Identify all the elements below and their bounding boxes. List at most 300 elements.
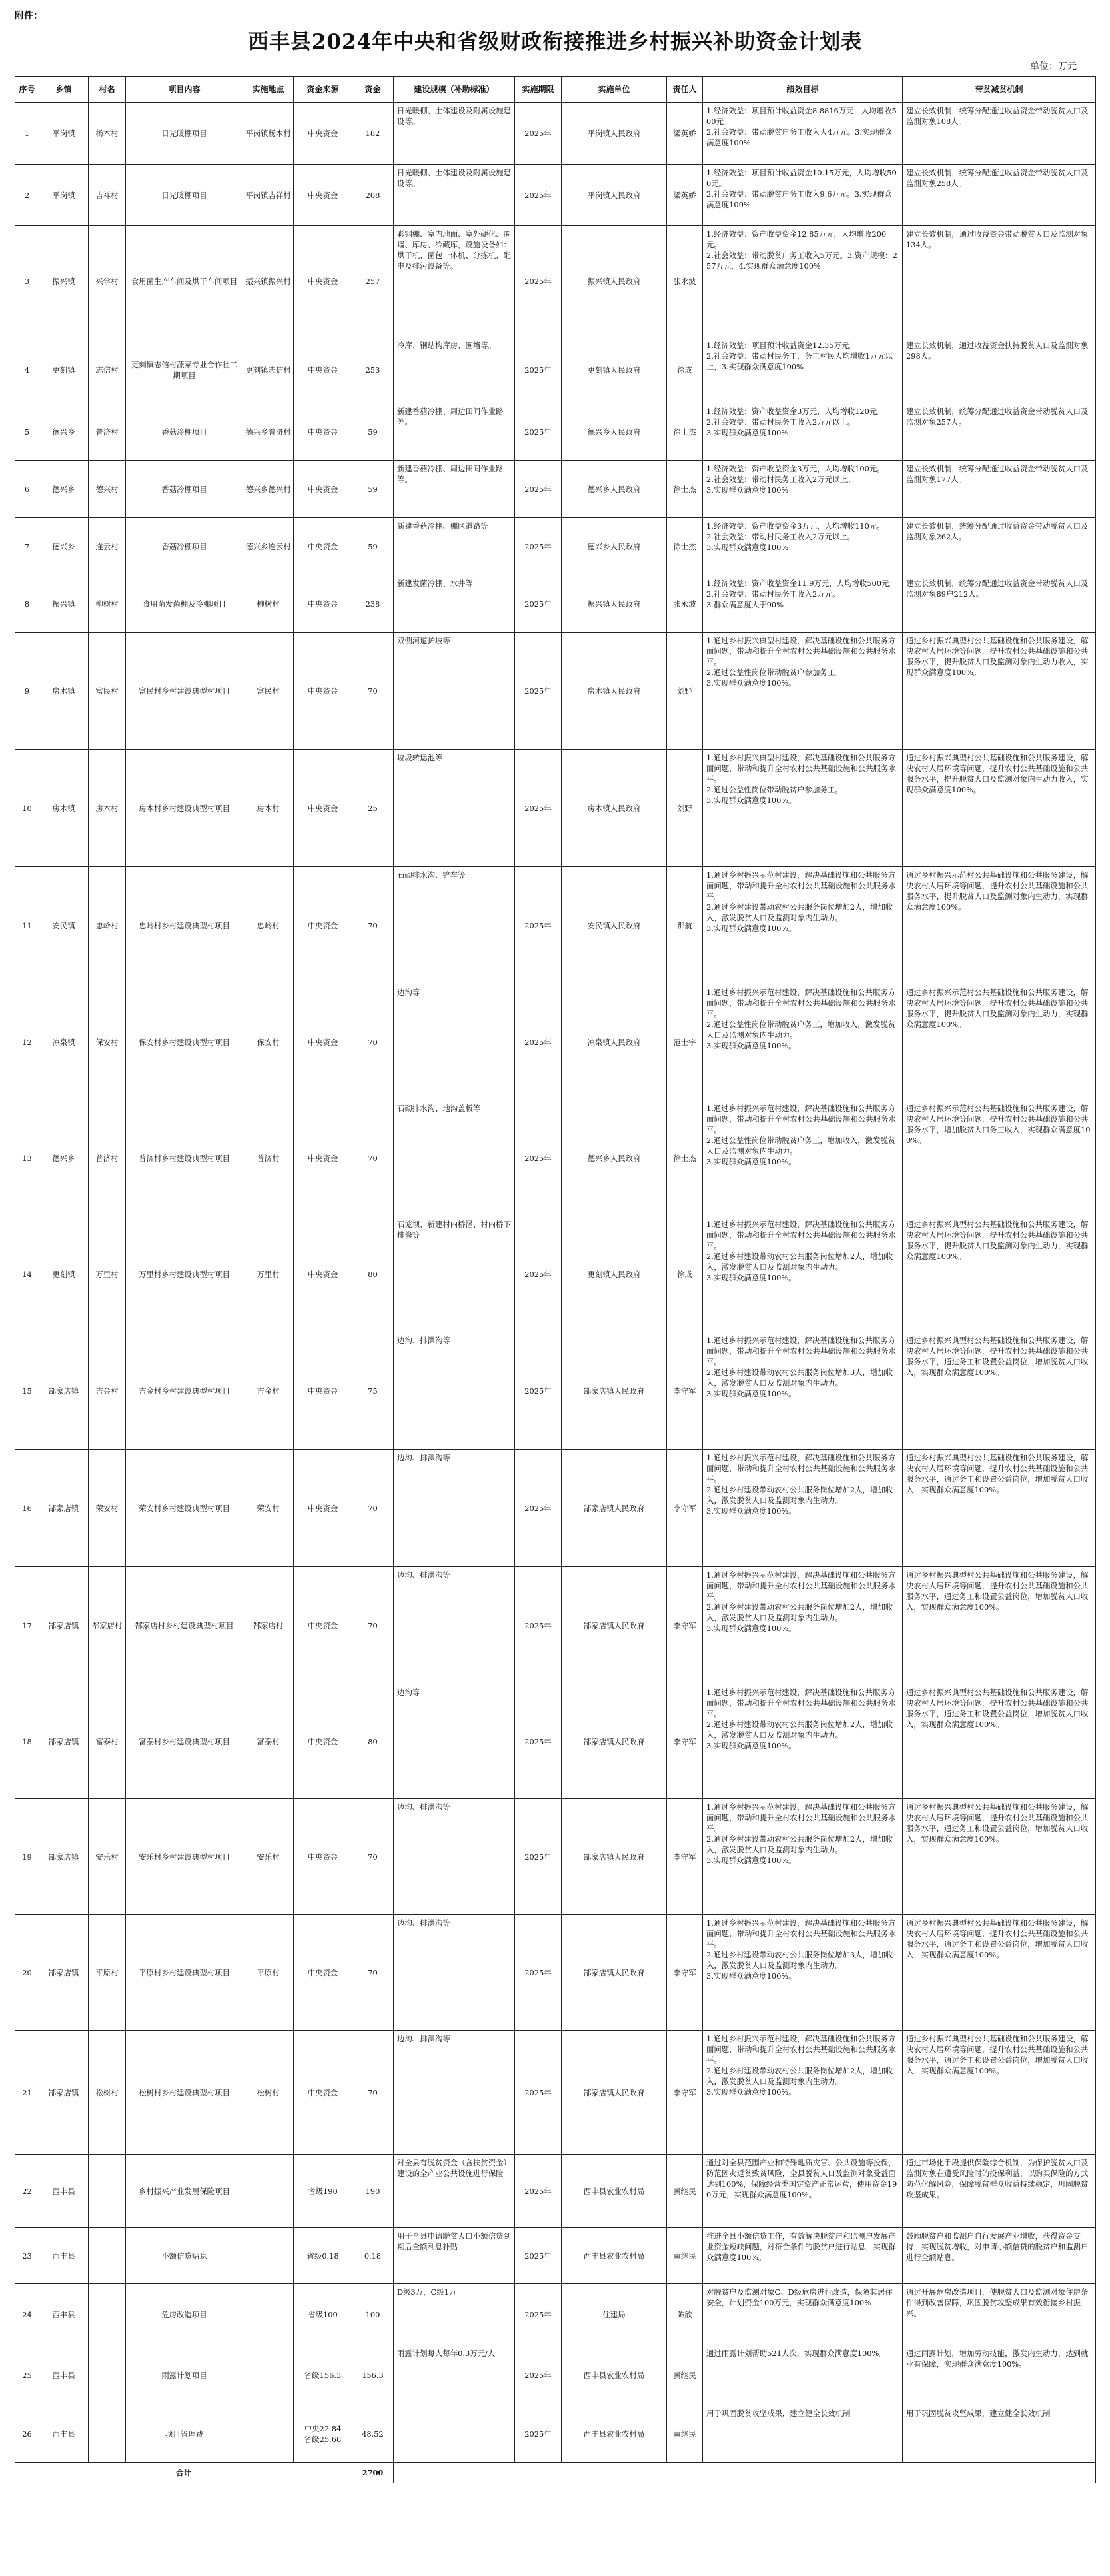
table-row	[15, 2284, 1096, 2345]
row-no: 21	[15, 2031, 39, 2155]
row-amount: 208	[352, 165, 394, 226]
row-period: 2025年	[515, 2031, 562, 2155]
table-row	[15, 1915, 1096, 2031]
row-period: 2025年	[515, 1799, 562, 1915]
row-goals: 1.通过乡村振兴示范村建设，解决基础设施和公共服务方面问题，带动和提升全村农村公共基础设施和公共服务水平。 2.通过公益性岗位带动脱贫户务工，增加收入，激发脱贫人口及监测对象内生动力。 3.实现群众满意度100%。	[703, 1100, 903, 1216]
col-header-scale: 建设规模（补助标准）	[394, 77, 515, 103]
row-village: 忠岭村	[89, 867, 126, 984]
row-no: 25	[15, 2345, 39, 2405]
table-row	[15, 337, 1096, 403]
col-header-source: 资金来源	[294, 77, 352, 103]
row-project: 郜家店村乡村建设典型村项目	[126, 1567, 243, 1684]
row-scale: 边沟等	[394, 984, 515, 1100]
table-row	[15, 403, 1096, 461]
row-project: 松树村乡村建设典型村项目	[126, 2031, 243, 2155]
row-project: 乡村振兴产业发展保险项目	[126, 2155, 243, 2228]
row-location	[243, 2284, 294, 2345]
row-town: 德兴乡	[39, 403, 89, 461]
row-amount: 70	[352, 633, 394, 750]
row-village: 郜家店村	[89, 1567, 126, 1684]
row-village	[89, 2284, 126, 2345]
row-village: 杨木村	[89, 103, 126, 165]
row-unit: 西丰县农业农村局	[562, 2228, 667, 2284]
table-body	[15, 103, 1096, 2463]
row-mechanism: 通过乡村振兴示范村公共基础设施和公共服务建设，解决农村人居环境等问题，提升农村公共基础设施和公共服务水平，增加脱贫人口务工收入，实现群众满意度100%。	[903, 1100, 1096, 1216]
row-person: 张永波	[667, 226, 703, 337]
row-scale: 垃圾转运池等	[394, 750, 515, 867]
row-mechanism: 建立长效机制，统筹分配通过收益资金带动脱贫人口及监测对象258人。	[903, 165, 1096, 226]
row-mechanism: 通过乡村振兴典型村公共基础设施和公共服务建设，解决农村人居环境等问题，提升农村公共基础设施和公共服务水平，提升脱贫人口及监测对象内生动力，实现群众满意度100%。	[903, 1216, 1096, 1332]
row-goals: 1.经济效益：资产收益资金3万元，人均增收100元。 2.社会效益：带动村民务工收入2万元以上。 3.实现群众满意度100%	[703, 461, 903, 518]
row-village	[89, 2228, 126, 2284]
table-row	[15, 1567, 1096, 1684]
row-location: 柳树村	[243, 575, 294, 633]
row-village: 荣安村	[89, 1450, 126, 1567]
row-village: 志信村	[89, 337, 126, 403]
row-location	[243, 2228, 294, 2284]
row-location: 平岗镇杨木村	[243, 103, 294, 165]
row-location: 松树村	[243, 2031, 294, 2155]
row-unit: 更刻镇人民政府	[562, 337, 667, 403]
row-mechanism: 通过乡村振兴典型村公共基础设施和公共服务建设，解决农村人居环境等问题，提升农村公共基础设施和公共服务水平，通过务工和设置公益岗位，增加脱贫人口收入，实现群众满意度100%。	[903, 1915, 1096, 2031]
table-row	[15, 2228, 1096, 2284]
row-scale: 石砌排水沟、地沟盖板等	[394, 1100, 515, 1216]
col-header-unit: 实施单位	[562, 77, 667, 103]
row-person: 梁英娇	[667, 103, 703, 165]
row-unit: 德兴乡人民政府	[562, 1100, 667, 1216]
row-location: 平原村	[243, 1915, 294, 2031]
row-period: 2025年	[515, 226, 562, 337]
row-goals: 1.通过乡村振兴典型村建设，解决基础设施和公共服务方面问题，带动和提升全村农村公共基础设施和公共服务水平。 2.通过公益性岗位带动脱贫户参加务工。 3.实现群众满意度100%。	[703, 633, 903, 750]
row-person: 那航	[667, 867, 703, 984]
row-unit: 平岗镇人民政府	[562, 165, 667, 226]
col-header-amount: 资金	[352, 77, 394, 103]
row-scale: 新建香菇冷棚、周边田间作业路等。	[394, 403, 515, 461]
row-scale: 雨露计划每人每年0.3万元/人	[394, 2345, 515, 2405]
row-period: 2025年	[515, 633, 562, 750]
row-town: 振兴镇	[39, 575, 89, 633]
row-town: 德兴乡	[39, 461, 89, 518]
table-row	[15, 867, 1096, 984]
row-village: 柳树村	[89, 575, 126, 633]
row-location: 安乐村	[243, 1799, 294, 1915]
row-source: 省级156.3	[294, 2345, 352, 2405]
row-scale: 边沟、排洪沟等	[394, 1915, 515, 2031]
col-header-town: 乡镇	[39, 77, 89, 103]
row-period: 2025年	[515, 165, 562, 226]
row-amount: 70	[352, 1799, 394, 1915]
row-goals: 用于巩固脱贫攻坚成果，建立健全长效机制	[703, 2405, 903, 2463]
row-source: 中央资金	[294, 403, 352, 461]
row-goals: 1.通过乡村振兴示范村建设，解决基础设施和公共服务方面问题，带动和提升全村农村公共基础设施和公共服务水平。 2.通过乡村建设带动农村公共服务岗位增加3人，增加收入，激发脱贫人口及监测对象内生动力。 3.实现群众满意度100%。	[703, 1915, 903, 2031]
row-goals: 推进全县小额信贷工作，有效解决脱贫户和监测户发展产业资金短缺问题，对符合条件的脱贫户进行贴息，实现群众满意度100%。	[703, 2228, 903, 2284]
row-project: 吉金村乡村建设典型村项目	[126, 1332, 243, 1450]
row-village: 吉祥村	[89, 165, 126, 226]
table-row	[15, 2345, 1096, 2405]
row-no: 4	[15, 337, 39, 403]
row-person: 徐士杰	[667, 1100, 703, 1216]
row-period: 2025年	[515, 103, 562, 165]
row-village: 富泰村	[89, 1684, 126, 1799]
row-no: 19	[15, 1799, 39, 1915]
row-scale: 边沟等	[394, 1684, 515, 1799]
row-person: 黄继民	[667, 2228, 703, 2284]
row-amount: 80	[352, 1216, 394, 1332]
row-person: 刘野	[667, 633, 703, 750]
row-period: 2025年	[515, 750, 562, 867]
row-town: 振兴镇	[39, 226, 89, 337]
row-no: 14	[15, 1216, 39, 1332]
row-mechanism: 通过开展危房改造项目，使脱贫人口及监测对象住房条件得到改善保障，巩固脱贫攻坚成果有效衔接乡村振兴。	[903, 2284, 1096, 2345]
row-village	[89, 2345, 126, 2405]
row-town: 郜家店镇	[39, 1915, 89, 2031]
row-unit: 房木镇人民政府	[562, 633, 667, 750]
row-source: 中央资金	[294, 575, 352, 633]
row-scale: 双侧河道护坡等	[394, 633, 515, 750]
row-no: 24	[15, 2284, 39, 2345]
row-unit: 郜家店镇人民政府	[562, 1332, 667, 1450]
table-row	[15, 165, 1096, 226]
row-town: 更刻镇	[39, 1216, 89, 1332]
row-mechanism: 通过乡村振兴典型村公共基础设施和公共服务建设，解决农村人居环境等问题，提升农村公共基础设施和公共服务水平，提升脱贫人口及监测对象内生动力收入，实现群众满意度100%。	[903, 633, 1096, 750]
row-source: 省级100	[294, 2284, 352, 2345]
row-no: 8	[15, 575, 39, 633]
row-town: 平岗镇	[39, 103, 89, 165]
row-scale: 日光暖棚、土体建设及附属设施建设等。	[394, 165, 515, 226]
row-person: 黄继民	[667, 2345, 703, 2405]
row-person: 徐士杰	[667, 403, 703, 461]
row-town: 郜家店镇	[39, 1450, 89, 1567]
row-town: 更刻镇	[39, 337, 89, 403]
row-no: 12	[15, 984, 39, 1100]
col-header-location: 实施地点	[243, 77, 294, 103]
row-project: 保安村乡村建设典型村项目	[126, 984, 243, 1100]
row-goals: 1.通过乡村振兴示范村建设，解决基础设施和公共服务方面问题，带动和提升全村农村公共基础设施和公共服务水平。 2.通过乡村建设带动农村公共服务岗位增加2人，增加收入，激发脱贫人口及监测对象内生动力。 3.实现群众满意度100%。	[703, 867, 903, 984]
row-mechanism: 通过雨露计划，增加劳动技能，激发内生动力，达到就业有保障，实现群众满意度100%。	[903, 2345, 1096, 2405]
col-header-goals: 绩效目标	[703, 77, 903, 103]
row-scale	[394, 2405, 515, 2463]
row-location: 普济村	[243, 1100, 294, 1216]
row-person: 黄继民	[667, 2405, 703, 2463]
row-village: 安乐村	[89, 1799, 126, 1915]
row-period: 2025年	[515, 867, 562, 984]
row-mechanism: 建立长效机制，通过收益资金扶持脱贫人口及监测对象298人。	[903, 337, 1096, 403]
row-project: 万里村乡村建设典型村项目	[126, 1216, 243, 1332]
row-amount: 156.3	[352, 2345, 394, 2405]
row-mechanism: 通过乡村振兴典型村公共基础设施和公共服务建设，解决农村人居环境等问题，提升农村公共基础设施和公共服务水平，提升脱贫人口及监测对象内生动力收入，实现群众满意度100%。	[903, 750, 1096, 867]
row-goals: 对脱贫户及监测对象C、D级危房进行改造，保障其居住安全，计划资金100万元，实现群众满意度100%	[703, 2284, 903, 2345]
table-row	[15, 2155, 1096, 2228]
row-person: 徐士杰	[667, 518, 703, 575]
row-person: 梁英娇	[667, 165, 703, 226]
row-person: 李守军	[667, 1915, 703, 2031]
row-no: 6	[15, 461, 39, 518]
row-location	[243, 2155, 294, 2228]
row-amount: 75	[352, 1332, 394, 1450]
row-person: 李守军	[667, 1799, 703, 1915]
row-amount: 59	[352, 518, 394, 575]
row-amount: 70	[352, 2031, 394, 2155]
row-village: 普济村	[89, 1100, 126, 1216]
row-unit: 凉泉镇人民政府	[562, 984, 667, 1100]
row-unit: 住建局	[562, 2284, 667, 2345]
row-no: 23	[15, 2228, 39, 2284]
row-source: 中央22.84 省级25.68	[294, 2405, 352, 2463]
row-project: 平原村乡村建设典型村项目	[126, 1915, 243, 2031]
row-goals: 1.通过乡村振兴示范村建设，解决基础设施和公共服务方面问题，带动和提升全村农村公共基础设施和公共服务水平。 2.通过乡村建设带动农村公共服务岗位增加2人，增加收入，激发脱贫人口及监测对象内生动力。 3.实现群众满意度100%。	[703, 2031, 903, 2155]
row-mechanism: 建立长效机制，统筹分配通过收益资金带动脱贫人口及监测对象257人。	[903, 403, 1096, 461]
row-source: 省级0.18	[294, 2228, 352, 2284]
row-unit: 西丰县农业农村局	[562, 2345, 667, 2405]
row-amount: 80	[352, 1684, 394, 1799]
row-mechanism: 建立长效机制，统筹分配通过收益资金带动脱贫人口及监测对象177人。	[903, 461, 1096, 518]
row-village: 德兴村	[89, 461, 126, 518]
row-amount: 70	[352, 1450, 394, 1567]
row-period: 2025年	[515, 1100, 562, 1216]
row-location: 德兴乡普济村	[243, 403, 294, 461]
total-blank	[394, 2463, 1096, 2483]
row-project: 富民村乡村建设典型村项目	[126, 633, 243, 750]
row-goals: 1.经济效益：资产收益资金11.9万元，人均增收500元。 2.社会效益：带动村民务工收入2万元。 3.群众满意度大于90%	[703, 575, 903, 633]
row-amount: 190	[352, 2155, 394, 2228]
total-label: 合计	[15, 2463, 352, 2483]
row-scale: 石笼坝、新建村内桥涵、村内桥下排修等	[394, 1216, 515, 1332]
row-period: 2025年	[515, 575, 562, 633]
row-source: 中央资金	[294, 1799, 352, 1915]
row-person: 刘野	[667, 750, 703, 867]
row-project: 荣安村乡村建设典型村项目	[126, 1450, 243, 1567]
row-person: 李守军	[667, 1567, 703, 1684]
row-source: 中央资金	[294, 461, 352, 518]
row-project: 食用菌发菌棚及冷棚项目	[126, 575, 243, 633]
row-source: 中央资金	[294, 750, 352, 867]
row-village: 兴学村	[89, 226, 126, 337]
row-period: 2025年	[515, 2284, 562, 2345]
row-mechanism: 通过乡村振兴示范村公共基础设施和公共服务建设，解决农村人居环境等问题，提升农村公共基础设施和公共服务水平，提升脱贫人口及监测对象内生动力，实现群众满意度100%。	[903, 867, 1096, 984]
row-location: 德兴乡德兴村	[243, 461, 294, 518]
table-row	[15, 984, 1096, 1100]
row-source: 中央资金	[294, 518, 352, 575]
table-row	[15, 2405, 1096, 2463]
col-header-period: 实施期限	[515, 77, 562, 103]
row-no: 1	[15, 103, 39, 165]
row-project: 香菇冷棚项目	[126, 403, 243, 461]
row-mechanism: 通过市场化手段提供保险综合机制，为保护脱贫人口及监测对象在遭受风险时的投保利益，以购买保险的方式防范化解风险，保障脱贫群众收益持续稳定，巩固脱贫攻坚成果。	[903, 2155, 1096, 2228]
table-row	[15, 1450, 1096, 1567]
row-mechanism: 通过乡村振兴典型村公共基础设施和公共服务建设，解决农村人居环境等问题，提升农村公共基础设施和公共服务水平，通过务工和设置公益岗位，增加脱贫人口收入，实现群众满意度100%。	[903, 1332, 1096, 1450]
row-goals: 1.通过乡村振兴示范村建设，解决基础设施和公共服务方面问题，带动和提升全村农村公共基础设施和公共服务水平。 2.通过乡村建设带动农村公共服务岗位增加3人，增加收入，激发脱贫人口及监测对象内生动力。 3.实现群众满意度100%。	[703, 1332, 903, 1450]
row-town: 房木镇	[39, 750, 89, 867]
row-town: 郜家店镇	[39, 1799, 89, 1915]
row-source: 省级190	[294, 2155, 352, 2228]
row-amount: 70	[352, 984, 394, 1100]
row-no: 3	[15, 226, 39, 337]
row-mechanism: 通过乡村振兴典型村公共基础设施和公共服务建设，解决农村人居环境等问题，提升农村公共基础设施和公共服务水平，通过务工和设置公益岗位，增加脱贫人口收入，实现群众满意度100%。	[903, 2031, 1096, 2155]
table-row	[15, 1684, 1096, 1799]
table-row	[15, 750, 1096, 867]
row-source: 中央资金	[294, 1567, 352, 1684]
row-unit: 房木镇人民政府	[562, 750, 667, 867]
row-goals: 1.通过乡村振兴示范村建设，解决基础设施和公共服务方面问题，带动和提升全村农村公共基础设施和公共服务水平。 2.通过乡村建设带动农村公共服务岗位增加2人，增加收入，激发脱贫人口及监测对象内生动力。 3.实现群众满意度100%。	[703, 1216, 903, 1332]
row-location: 郜家店村	[243, 1567, 294, 1684]
row-period: 2025年	[515, 2345, 562, 2405]
row-amount: 25	[352, 750, 394, 867]
row-period: 2025年	[515, 1684, 562, 1799]
row-amount: 70	[352, 1915, 394, 2031]
table-row	[15, 1332, 1096, 1450]
row-source: 中央资金	[294, 1450, 352, 1567]
row-project: 安乐村乡村建设典型村项目	[126, 1799, 243, 1915]
row-mechanism: 鼓励脱贫户和监测户自行发展产业增收，获得资金支持，实现脱贫增收，对申请小额信贷的脱贫户和监测户进行全额贴息。	[903, 2228, 1096, 2284]
table-row	[15, 575, 1096, 633]
row-village: 房木村	[89, 750, 126, 867]
row-scale: 用于全县申请脱贫人口小额信贷到期后全额利息补贴	[394, 2228, 515, 2284]
row-unit: 郜家店镇人民政府	[562, 1684, 667, 1799]
row-scale: D级3万，C级1万	[394, 2284, 515, 2345]
row-scale: 边沟、排洪沟等	[394, 1450, 515, 1567]
row-village: 平原村	[89, 1915, 126, 2031]
row-mechanism: 通过乡村振兴示范村公共基础设施和公共服务建设，解决农村人居环境等问题，提升农村公共基础设施和公共服务水平，提升脱贫人口及监测对象内生动力，实现群众满意度100%。	[903, 984, 1096, 1100]
row-mechanism: 建立长效机制，通过收益资金带动脱贫人口及监测对象134人。	[903, 226, 1096, 337]
row-goals: 1.经济效益：资产收益资金12.85万元，人均增收200元。 2.社会效益：带动脱贫户务工收入5万元。3.资产规模：257万元，4.实现群众满意度100%	[703, 226, 903, 337]
row-period: 2025年	[515, 2228, 562, 2284]
row-source: 中央资金	[294, 984, 352, 1100]
row-location: 吉金村	[243, 1332, 294, 1450]
row-project: 富泰村乡村建设典型村项目	[126, 1684, 243, 1799]
row-person: 李守军	[667, 1684, 703, 1799]
row-town: 凉泉镇	[39, 984, 89, 1100]
row-goals: 1.经济效益：项目预计收益资金10.15万元，人均增收500元。 2.社会效益：带动脱贫户务工收入9.6万元。3.实现群众满意度100%	[703, 165, 903, 226]
row-goals: 通过对全县范围产业和特殊地质灾害、公共设施等投保，防范因灾返贫致贫风险，全县脱贫人口及监测对象受益面达到100%，保障经营类国定资产正常运营，使用资金190万元，实现群众满意度100%。	[703, 2155, 903, 2228]
row-period: 2025年	[515, 518, 562, 575]
row-goals: 1.通过乡村振兴典型村建设，解决基础设施和公共服务方面问题，带动和提升全村农村公共基础设施和公共服务水平。 2.通过公益性岗位带动脱贫户参加务工。 3.实现群众满意度100%。	[703, 750, 903, 867]
row-project: 雨露计划项目	[126, 2345, 243, 2405]
row-location: 平岗镇吉祥村	[243, 165, 294, 226]
row-goals: 1.经济效益：项目预计收益资金12.35万元。 2.社会效益：带动村民务工，务工村民人均增收1万元以上，3.实现群众满意度100%	[703, 337, 903, 403]
row-unit: 西丰县农业农村局	[562, 2405, 667, 2463]
row-location	[243, 2345, 294, 2405]
row-period: 2025年	[515, 1450, 562, 1567]
row-location: 德兴乡连云村	[243, 518, 294, 575]
table-row	[15, 1100, 1096, 1216]
row-no: 22	[15, 2155, 39, 2228]
row-source: 中央资金	[294, 165, 352, 226]
row-scale: 边沟、排洪沟等	[394, 1332, 515, 1450]
row-no: 26	[15, 2405, 39, 2463]
col-header-person: 责任人	[667, 77, 703, 103]
row-goals: 1.通过乡村振兴示范村建设，解决基础设施和公共服务方面问题，带动和提升全村农村公共基础设施和公共服务水平。 2.通过乡村建设带动农村公共服务岗位增加2人，增加收入，激发脱贫人口及监测对象内生动力。 3.实现群众满意度100%。	[703, 1450, 903, 1567]
row-project: 食用菌生产车间及烘干车间项目	[126, 226, 243, 337]
row-no: 13	[15, 1100, 39, 1216]
row-amount: 59	[352, 461, 394, 518]
row-goals: 通过雨露计划帮助521人次，实现群众满意度100%。	[703, 2345, 903, 2405]
row-location	[243, 2405, 294, 2463]
row-person: 黄继民	[667, 2155, 703, 2228]
attachment-label: 附件：	[15, 11, 43, 21]
row-village	[89, 2405, 126, 2463]
row-person: 徐士杰	[667, 461, 703, 518]
row-unit: 更刻镇人民政府	[562, 1216, 667, 1332]
row-source: 中央资金	[294, 337, 352, 403]
table-row	[15, 518, 1096, 575]
row-goals: 1.经济效益：资产收益资金3万元，人均增收120元。 2.社会效益：带动村民务工收入2万元以上。 3.实现群众满意度100%	[703, 403, 903, 461]
row-person: 徐成	[667, 1216, 703, 1332]
row-town: 房木镇	[39, 633, 89, 750]
row-unit: 德兴乡人民政府	[562, 518, 667, 575]
row-person: 范士宇	[667, 984, 703, 1100]
row-scale: 新建香菇冷棚、棚区道路等	[394, 518, 515, 575]
row-period: 2025年	[515, 2405, 562, 2463]
row-scale: 边沟、排洪沟等	[394, 1799, 515, 1915]
row-source: 中央资金	[294, 103, 352, 165]
row-amount: 253	[352, 337, 394, 403]
row-project: 普济村乡村建设典型村项目	[126, 1100, 243, 1216]
row-source: 中央资金	[294, 2031, 352, 2155]
row-town: 德兴乡	[39, 1100, 89, 1216]
row-town: 西丰县	[39, 2155, 89, 2228]
row-no: 15	[15, 1332, 39, 1450]
row-source: 中央资金	[294, 867, 352, 984]
row-unit: 郜家店镇人民政府	[562, 1915, 667, 2031]
row-mechanism: 通过乡村振兴典型村公共基础设施和公共服务建设，解决农村人居环境等问题，提升农村公共基础设施和公共服务水平，通过务工和设置公益岗位，增加脱贫人口收入，实现群众满意度100%。	[903, 1567, 1096, 1684]
row-scale: 边沟、排洪沟等	[394, 1567, 515, 1684]
row-scale: 冷库、钢结构库房、围墙等。	[394, 337, 515, 403]
row-town: 郜家店镇	[39, 1567, 89, 1684]
table-row	[15, 2031, 1096, 2155]
row-mechanism: 建立长效机制，统筹分配通过收益资金带动脱贫人口及监测对象262人。	[903, 518, 1096, 575]
row-amount: 70	[352, 1100, 394, 1216]
row-no: 5	[15, 403, 39, 461]
row-unit: 郜家店镇人民政府	[562, 1567, 667, 1684]
row-person: 张永波	[667, 575, 703, 633]
row-goals: 1.通过乡村振兴示范村建设，解决基础设施和公共服务方面问题，带动和提升全村农村公共基础设施和公共服务水平。 2.通过乡村建设带动农村公共服务岗位增加2人，增加收入，激发脱贫人口及监测对象内生动力。 3.实现群众满意度100%。	[703, 1567, 903, 1684]
row-location: 振兴镇振兴村	[243, 226, 294, 337]
row-project: 房木村乡村建设典型村项目	[126, 750, 243, 867]
row-no: 20	[15, 1915, 39, 2031]
row-town: 郜家店镇	[39, 1684, 89, 1799]
row-project: 香菇冷棚项目	[126, 518, 243, 575]
row-period: 2025年	[515, 337, 562, 403]
row-source: 中央资金	[294, 1915, 352, 2031]
row-unit: 郜家店镇人民政府	[562, 1799, 667, 1915]
row-person: 李守军	[667, 1332, 703, 1450]
row-town: 安民镇	[39, 867, 89, 984]
row-scale: 对全县有脱贫资金（含扶贫资金）建设的全产业公共设施进行保险	[394, 2155, 515, 2228]
row-period: 2025年	[515, 1915, 562, 2031]
row-no: 18	[15, 1684, 39, 1799]
row-village: 松树村	[89, 2031, 126, 2155]
row-mechanism: 建立长效机制，统筹分配通过收益资金带动脱贫人口及监测对象89户212人。	[903, 575, 1096, 633]
row-mechanism: 通过乡村振兴典型村公共基础设施和公共服务建设，解决农村人居环境等问题，提升农村公共基础设施和公共服务水平，通过务工和设置公益岗位，增加脱贫人口收入，实现群众满意度100%。	[903, 1684, 1096, 1799]
row-location: 忠岭村	[243, 867, 294, 984]
row-project: 更刻镇志信村蔬菜专业合作社二期项目	[126, 337, 243, 403]
row-no: 2	[15, 165, 39, 226]
row-amount: 0.18	[352, 2228, 394, 2284]
table-row	[15, 633, 1096, 750]
row-project: 日光暖棚项目	[126, 103, 243, 165]
unit-label: 单位：万元	[1030, 61, 1077, 72]
row-source: 中央资金	[294, 1216, 352, 1332]
row-amount: 100	[352, 2284, 394, 2345]
row-amount: 70	[352, 1567, 394, 1684]
row-period: 2025年	[515, 1216, 562, 1332]
row-village: 万里村	[89, 1216, 126, 1332]
row-unit: 平岗镇人民政府	[562, 103, 667, 165]
row-goals: 1.经济效益：项目预计收益资金8.8816万元，人均增收500元。 2.社会效益：带动脱贫户务工收入人4万元。3.实现群众满意度100%	[703, 103, 903, 165]
row-unit: 安民镇人民政府	[562, 867, 667, 984]
row-no: 7	[15, 518, 39, 575]
row-person: 李守军	[667, 1450, 703, 1567]
